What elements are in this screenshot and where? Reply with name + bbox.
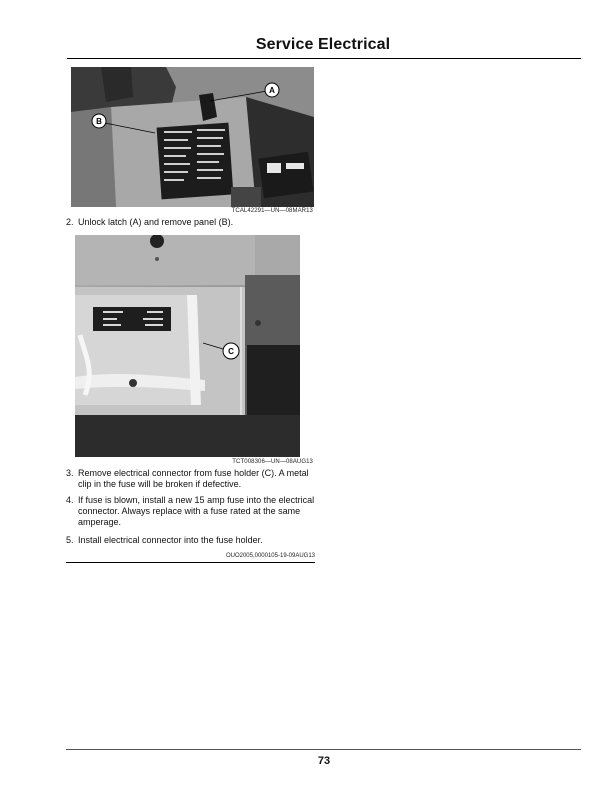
step-number: 2. bbox=[66, 217, 74, 227]
page-title: Service Electrical bbox=[255, 36, 391, 53]
step-number: 5. bbox=[66, 535, 74, 545]
title-rule bbox=[67, 58, 581, 59]
callout-c: C bbox=[228, 347, 234, 356]
figure-fuse-holder-photo bbox=[75, 235, 300, 457]
step-number: 3. bbox=[66, 468, 74, 478]
step-item bbox=[66, 468, 316, 490]
page-number: 73 bbox=[317, 755, 331, 767]
step-text: If fuse is blown, install a new 15 amp fuse into the electrical connector. Always replace with a fuse rated at the same amperage. bbox=[78, 495, 315, 527]
step-text: Remove electrical connector from fuse holder (C). A metal clip in the fuse will be broken if defective. bbox=[78, 468, 309, 489]
callout-b: B bbox=[96, 117, 102, 126]
section-end-rule bbox=[66, 562, 315, 563]
footer-rule bbox=[66, 749, 581, 750]
step-item bbox=[66, 495, 316, 528]
step-item bbox=[66, 535, 316, 546]
callout-a: A bbox=[269, 86, 275, 95]
step-number: 4. bbox=[66, 495, 74, 505]
figure-caption: TCT008306—UN—08AUG13 bbox=[232, 459, 313, 465]
document-reference-id: OUO2005,0000105-19-09AUG13 bbox=[225, 553, 315, 559]
step-text: Install electrical connector into the fuse holder. bbox=[78, 535, 263, 545]
step-text: Unlock latch (A) and remove panel (B). bbox=[78, 217, 234, 227]
figure-caption: TCAL42291—UN—08MAR13 bbox=[231, 208, 313, 214]
figure-panel-latch-photo bbox=[71, 67, 314, 207]
step-item bbox=[66, 217, 316, 228]
